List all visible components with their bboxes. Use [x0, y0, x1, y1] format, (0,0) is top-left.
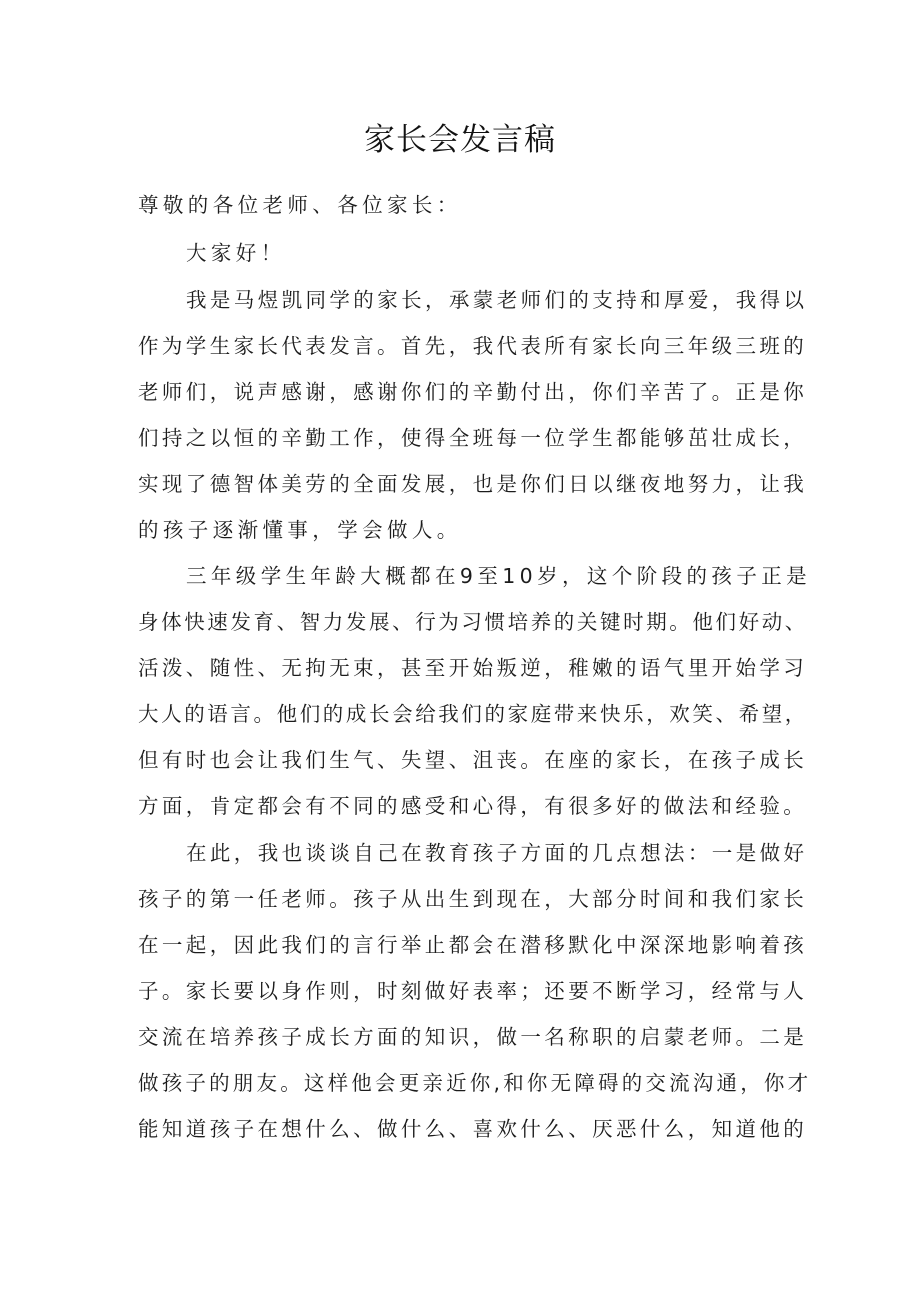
body-text-line: 作为学生家长代表发言。首先，我代表所有家长向三年级三班的	[138, 334, 808, 358]
body-text-line: 我是马煜凯同学的家长，承蒙老师们的支持和厚爱，我得以	[186, 288, 808, 312]
greeting-line: 大家好！	[186, 241, 286, 265]
body-text-line: 在一起，因此我们的言行举止都会在潜移默化中深深地影响着孩	[138, 933, 808, 957]
body-text-line: 身体快速发育、智力发展、行为习惯培养的关键时期。他们好动、	[138, 610, 808, 634]
body-text-line: 在此，我也谈谈自己在教育孩子方面的几点想法：一是做好	[186, 841, 808, 865]
body-text-line: 子。家长要以身作则，时刻做好表率；还要不断学习，经常与人	[138, 979, 808, 1003]
document-title: 家长会发言稿	[364, 122, 556, 158]
body-text-line: 但有时也会让我们生气、失望、沮丧。在座的家长，在孩子成长	[138, 748, 808, 772]
body-text-line: 老师们，说声感谢，感谢你们的辛勤付出，你们辛苦了。正是你	[138, 380, 808, 404]
body-text-line: 们持之以恒的辛勤工作，使得全班每一位学生都能够茁壮成长，	[138, 426, 808, 450]
salutation-line: 尊敬的各位老师、各位家长：	[138, 193, 462, 217]
body-text-line: 大人的语言。他们的成长会给我们的家庭带来快乐，欢笑、希望，	[138, 702, 808, 726]
body-text-line: 三年级学生年龄大概都在9至10岁，这个阶段的孩子正是	[186, 564, 812, 588]
body-text-line: 能知道孩子在想什么、做什么、喜欢什么、厌恶什么，知道他的	[138, 1117, 808, 1141]
body-text-line: 实现了德智体美劳的全面发展，也是你们日以继夜地努力，让我	[138, 472, 808, 496]
body-text-line: 做孩子的朋友。这样他会更亲近你,和你无障碍的交流沟通，你才	[138, 1071, 812, 1095]
body-text-line: 交流在培养孩子成长方面的知识，做一名称职的启蒙老师。二是	[138, 1025, 808, 1049]
body-text-line: 活泼、随性、无拘无束，甚至开始叛逆，稚嫩的语气里开始学习	[138, 656, 808, 680]
body-text-line: 的孩子逐渐懂事，学会做人。	[138, 518, 462, 542]
body-text-line: 孩子的第一任老师。孩子从出生到现在，大部分时间和我们家长	[138, 887, 808, 911]
body-text-line: 方面，肯定都会有不同的感受和心得，有很多好的做法和经验。	[138, 794, 808, 818]
